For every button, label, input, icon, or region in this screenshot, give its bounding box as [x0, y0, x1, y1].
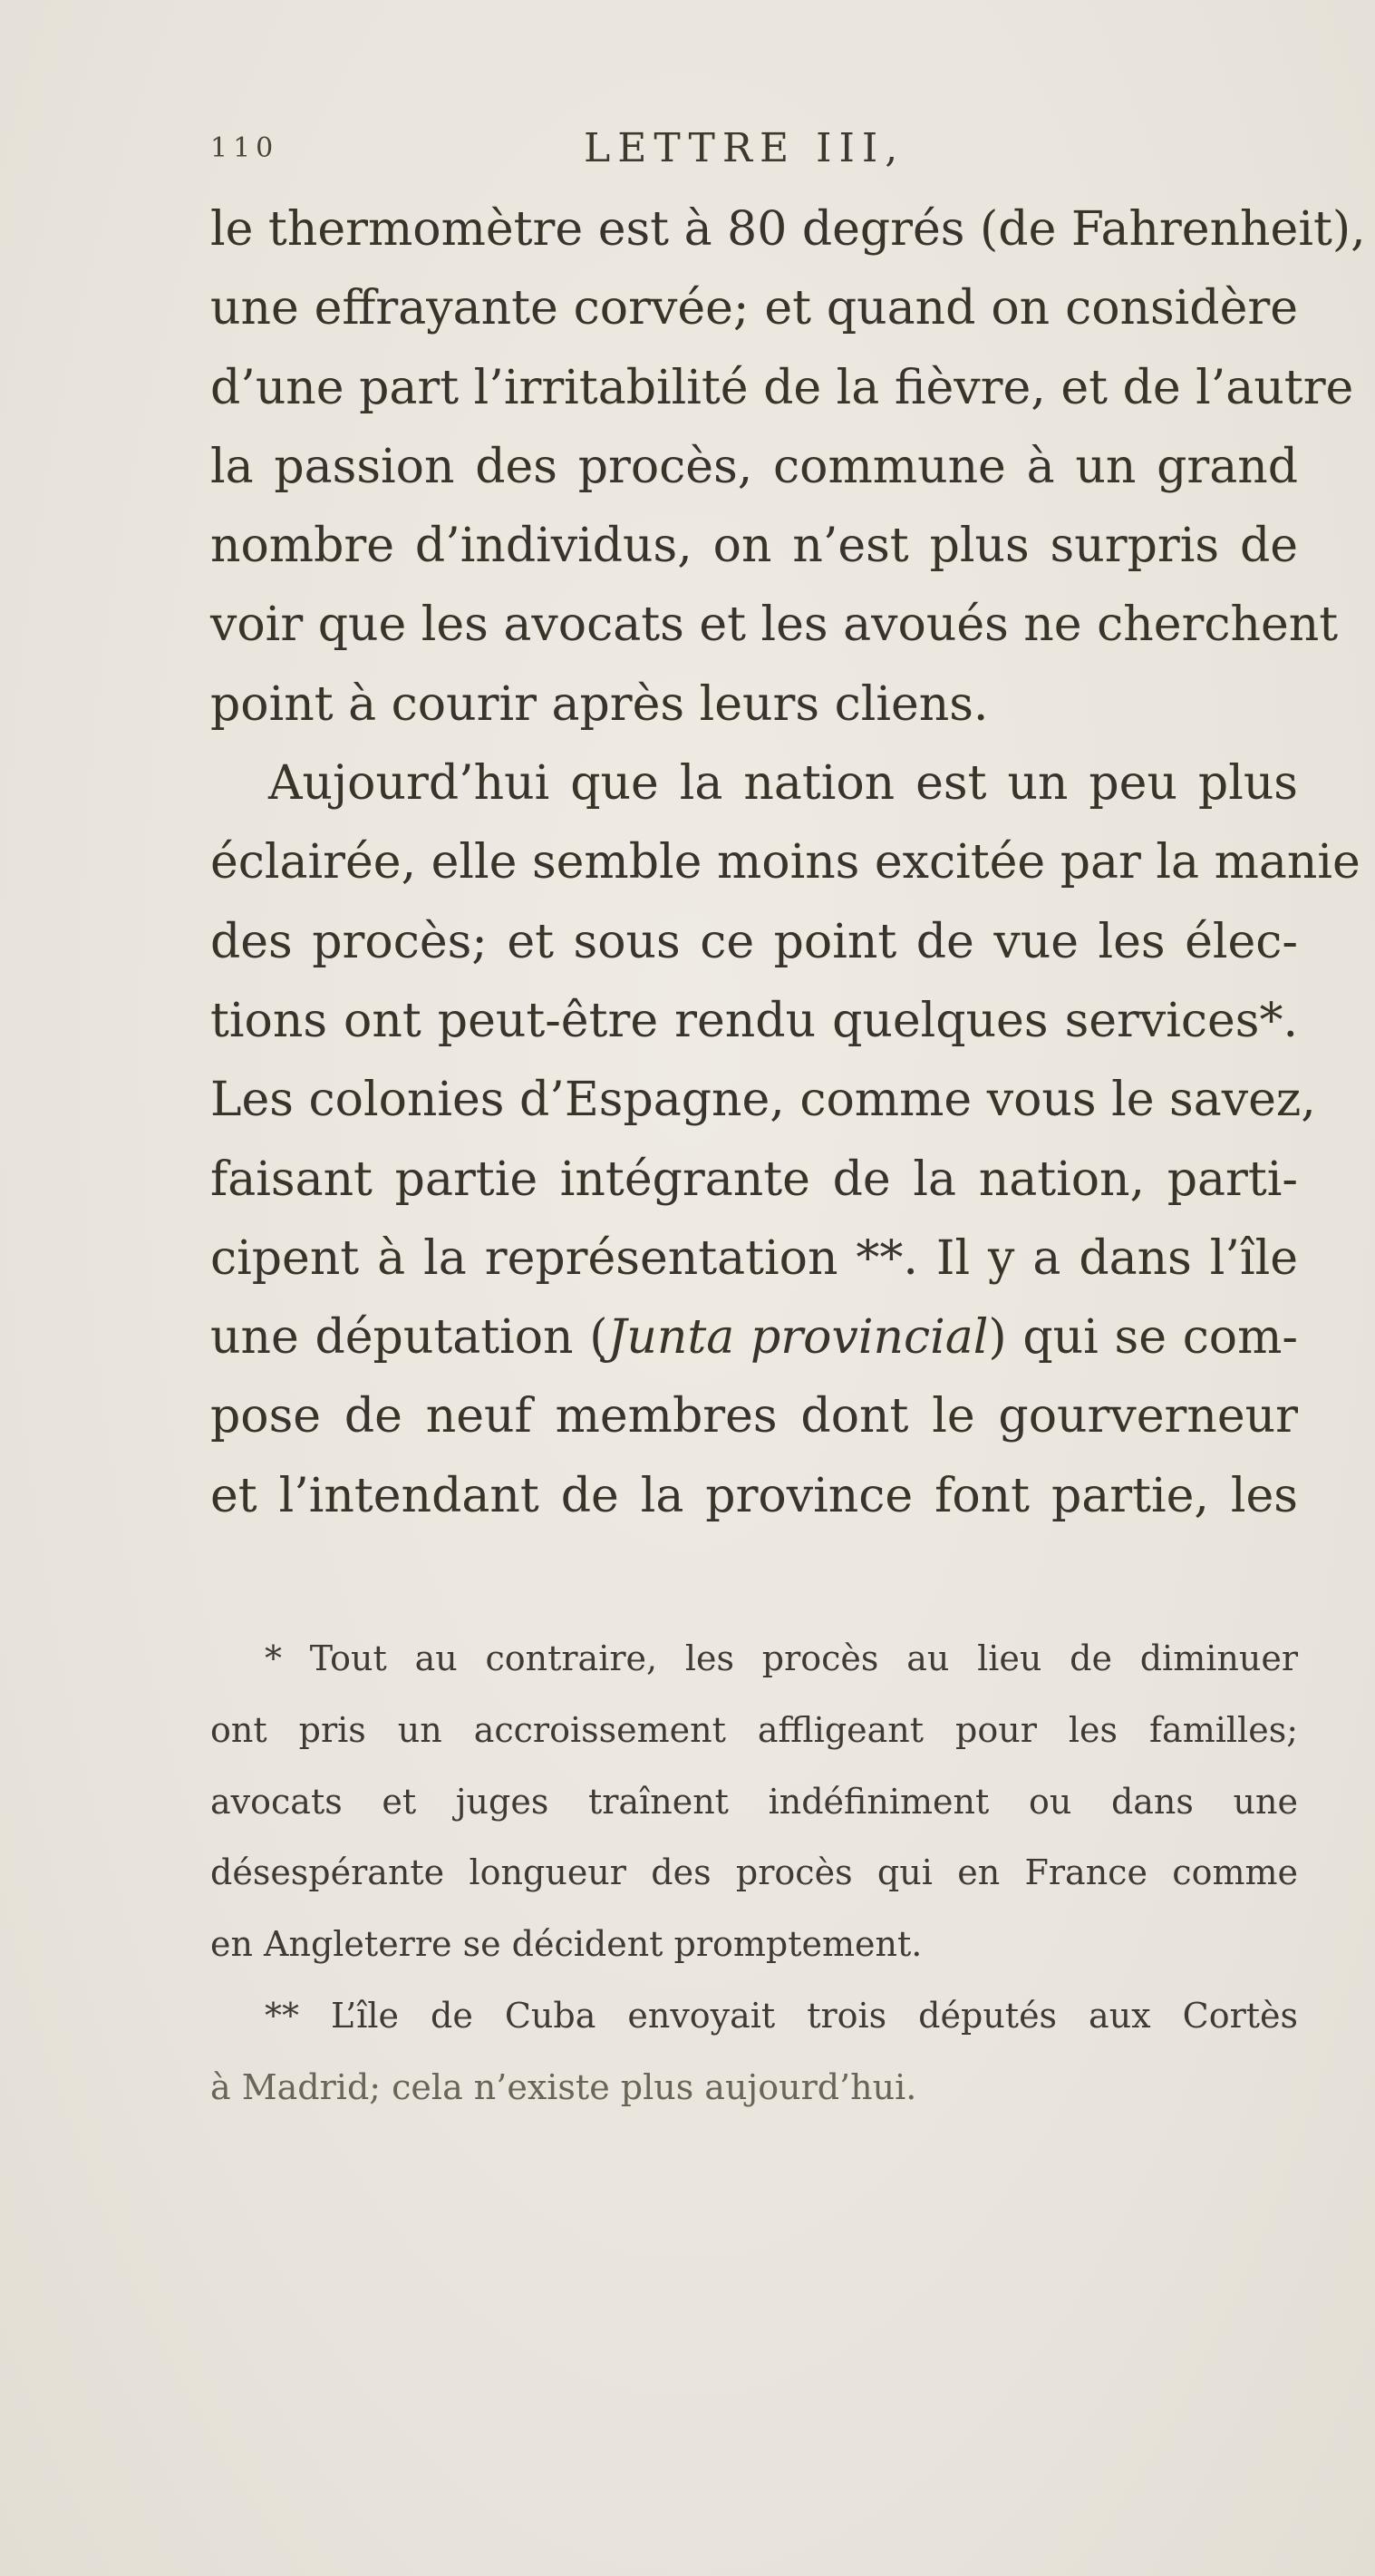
footnotes — [210, 1623, 1298, 2124]
text-line-14: cipent à la représentation **. Il y a dans l’île — [210, 1230, 1298, 1286]
text-line-17: et l’intendant de la province font partie, les — [210, 1468, 1298, 1523]
text-line-8: Aujourd’hui que la nation est un peu plus — [268, 756, 1298, 812]
text-line-9: éclairée, elle semble moins excitée par la manie — [210, 835, 1360, 890]
text-line-1: le thermomètre est à 80 degrés (de Fahrenheit), — [210, 202, 1366, 257]
text-line-15 — [210, 1298, 1298, 1377]
footnote-1-line-5: en Angleterre se décident promptement. — [210, 1924, 923, 1965]
text-line-12: Les colonies d’Espagne, comme vous le savez, — [210, 1073, 1316, 1128]
text-line-4: la passion des procès, commune à un grand — [210, 439, 1298, 494]
footnote-1-line-2: ont pris un accroissement affligeant pour les familles; — [210, 1709, 1298, 1750]
page-header — [210, 125, 1298, 180]
footnote-1-line-3: avocats et juges traînent indéfiniment ou dans une — [210, 1781, 1298, 1822]
footnote-1-line-4: désespérante longueur des procès qui en France comme — [210, 1852, 1298, 1893]
body-text — [210, 190, 1366, 1536]
text-line-16: pose de neuf membres dont le gourverneur — [210, 1389, 1298, 1444]
footnote-2-line-2: à Madrid; cela n’existe plus aujourd’hui. — [210, 2066, 917, 2107]
text-line-5: nombre d’individus, on n’est plus surpris de — [210, 519, 1298, 574]
text-line-3: d’une part l’irritabilité de la fièvre, et de l’autre — [210, 360, 1354, 415]
text-line-15-end: ) qui se com- — [988, 1310, 1298, 1366]
running-head: LETTRE III, — [584, 125, 905, 171]
text-line-13: faisant partie intégrante de la nation, parti- — [210, 1152, 1298, 1207]
text-line-15-start: une députation ( — [210, 1310, 608, 1366]
footnote-1-line-1: * Tout au contraire, les procès au lieu de diminuer — [265, 1638, 1298, 1678]
text-line-7: point à courir après leurs cliens. — [210, 676, 989, 732]
text-line-6: voir que les avocats et les avoués ne cherchent — [210, 598, 1339, 653]
page-number: 110 — [210, 132, 279, 164]
text-line-2: une effrayante corvée; et quand on considère — [210, 281, 1298, 336]
junta-provincial-italic: Junta provincial — [607, 1310, 989, 1366]
text-line-11: tions ont peut-être rendu quelques services*. — [210, 993, 1298, 1048]
text-line-10: des procès; et sous ce point de vue les élec- — [210, 914, 1298, 969]
footnote-2-line-1: ** L’île de Cuba envoyait trois députés aux Cortès — [265, 1995, 1298, 2036]
